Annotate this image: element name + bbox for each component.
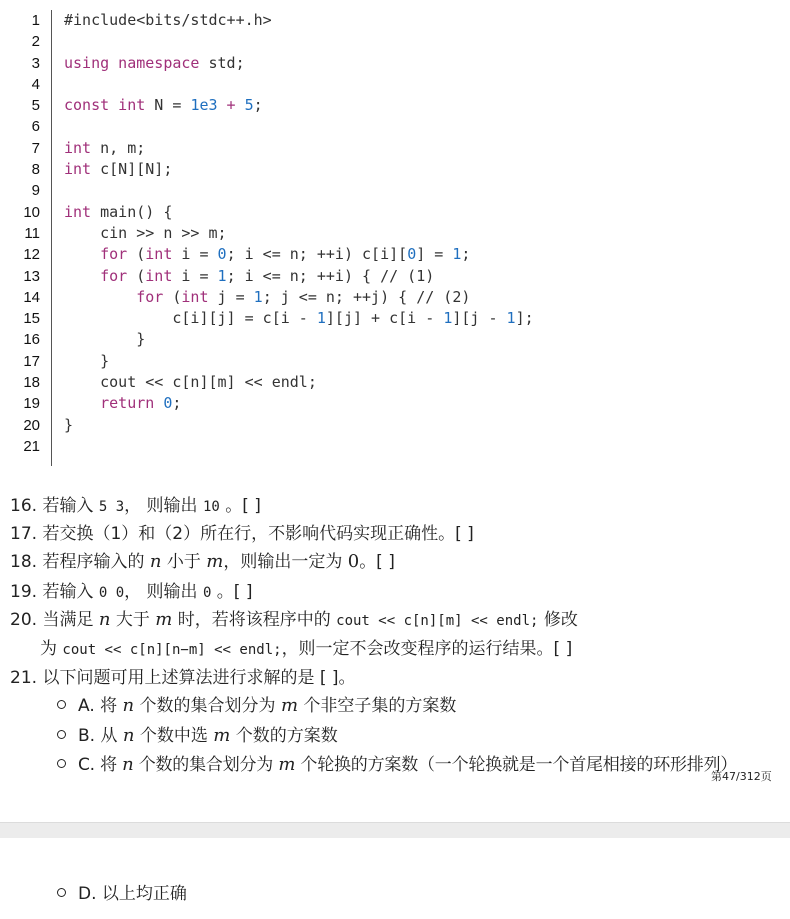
code-token: int [145, 266, 173, 285]
question-20-answer-blank: ，则一定不会改变程序的运行结果。[ ] [281, 639, 573, 659]
question-18-text-c: ，则输出一定为 [223, 552, 348, 572]
code-token: i = [172, 245, 218, 264]
option-d [57, 880, 187, 908]
code-line [0, 138, 790, 159]
code-token: ][j] + c[i - [325, 309, 444, 328]
code-token: c[N][N]; [91, 160, 173, 179]
question-21 [10, 664, 356, 692]
code-line [0, 159, 790, 180]
question-19-input-code: 0 0 [98, 585, 125, 601]
question-16 [10, 492, 261, 521]
code-block [0, 10, 790, 457]
code-text [64, 415, 73, 436]
code-token: + [217, 96, 245, 115]
code-token: 0 [163, 394, 173, 413]
question-20-continued [40, 635, 572, 664]
question-16-text-b: ， 则输出 [124, 496, 203, 516]
code-token: n, m; [91, 138, 146, 157]
line-number: 14 [23, 288, 40, 306]
code-text [64, 10, 272, 31]
line-number: 21 [23, 437, 40, 455]
code-token: 0 [407, 245, 417, 264]
line-number: 18 [23, 374, 40, 392]
code-line [0, 308, 790, 329]
code-line [0, 372, 790, 393]
code-token: c[i][j] = c[i - [64, 309, 317, 328]
code-token: 1 [452, 245, 462, 264]
code-text [64, 223, 227, 244]
math-n: n [122, 695, 135, 716]
code-token: cout << c[n][m] << endl; [64, 373, 317, 392]
option-b [57, 722, 338, 750]
question-20-code-modified: cout << c[n][n−m] << endl; [62, 642, 282, 658]
line-number: 4 [31, 75, 40, 93]
question-18-answer-blank: 。[ ] [359, 552, 395, 572]
line-number: 10 [23, 203, 40, 221]
code-token: ( [127, 245, 146, 264]
code-text [64, 202, 172, 223]
math-m: m [280, 695, 299, 716]
question-17-text: 17. 若交换（1）和（2）所在行，不影响代码实现正确性。[ ] [10, 524, 474, 544]
code-text [64, 351, 109, 372]
line-number: 5 [31, 97, 40, 115]
code-token: } [64, 330, 146, 349]
code-token: i = [172, 266, 218, 285]
code-token: int [64, 202, 92, 221]
code-text [64, 53, 245, 74]
option-a-text: A. 将 [78, 696, 123, 716]
line-number: 19 [23, 395, 40, 413]
bullet-icon [57, 759, 66, 768]
code-token: 1 [316, 309, 326, 328]
code-token: ( [163, 287, 182, 306]
bullet-icon [57, 730, 66, 739]
option-c-text-c: 个轮换的方案数（一个轮换就是一个首尾相接的环形排列） [295, 755, 738, 775]
code-line [0, 31, 790, 52]
code-token: ; j <= n; ++j) { // (2) [262, 287, 471, 306]
option-b-text-c: 个数的方案数 [230, 726, 338, 746]
code-token: 1 [443, 309, 453, 328]
code-token: int [181, 287, 209, 306]
code-line [0, 74, 790, 95]
question-17 [10, 520, 474, 548]
code-line [0, 223, 790, 244]
line-number: 12 [23, 246, 40, 264]
code-text [64, 372, 317, 393]
code-token: int [64, 138, 92, 157]
page-break-divider [0, 822, 790, 838]
code-line [0, 202, 790, 223]
code-text [64, 266, 434, 287]
line-number: 11 [24, 224, 40, 242]
question-20 [10, 606, 578, 635]
code-token: j = [208, 287, 254, 306]
question-19 [10, 578, 252, 607]
line-number: 13 [23, 267, 40, 285]
question-19-answer-blank: 。[ ] [211, 582, 253, 602]
option-c-text: C. 将 [78, 755, 123, 775]
code-token: ( [127, 266, 146, 285]
code-line [0, 180, 790, 201]
question-20-code-original: cout << c[n][m] << endl; [336, 613, 539, 629]
code-text [64, 244, 470, 265]
code-token: ; i <= n; ++i) c[i][ [226, 245, 408, 264]
code-token: ]; [515, 309, 534, 328]
code-line [0, 393, 790, 414]
code-token: for [64, 287, 164, 306]
code-token: 5 [244, 96, 254, 115]
code-line [0, 95, 790, 116]
code-token: ; i <= n; ++i) { // (1) [226, 266, 435, 285]
code-token: cin >> n >> m; [64, 223, 227, 242]
line-number: 3 [31, 54, 40, 72]
code-token: int [64, 160, 92, 179]
bullet-icon [57, 700, 66, 709]
code-token: ; [461, 245, 471, 264]
code-token: return [64, 394, 155, 413]
code-line [0, 351, 790, 372]
option-b-text-b: 个数中选 [134, 726, 214, 746]
code-line [0, 244, 790, 265]
code-line [0, 436, 790, 457]
line-number: 8 [31, 161, 40, 179]
math-zero: 0 [347, 551, 360, 572]
question-18-text: 18. 若程序输入的 [10, 552, 150, 572]
code-token: ; [172, 394, 182, 413]
code-token: for [64, 245, 128, 264]
math-n: n [98, 609, 111, 630]
page-number: 第47/312页 [711, 770, 772, 783]
option-a [57, 692, 456, 720]
question-16-answer-blank: 。[ ] [219, 496, 261, 516]
code-line [0, 415, 790, 436]
option-a-text-b: 个数的集合划分为 [134, 696, 281, 716]
line-number: 15 [23, 310, 40, 328]
math-m: m [206, 551, 224, 572]
code-text [64, 393, 181, 414]
code-token: for [64, 266, 128, 285]
math-m: m [278, 754, 296, 775]
bullet-icon [57, 888, 66, 897]
line-number: 9 [31, 182, 40, 200]
question-20-text-b: 大于 [110, 610, 156, 630]
code-token: 1 [506, 309, 516, 328]
code-token: ; [253, 96, 263, 115]
option-a-text-c: 个非空子集的方案数 [298, 696, 457, 716]
question-16-input-code: 5 3 [98, 499, 125, 515]
question-19-text-b: ， 则输出 [124, 582, 203, 602]
code-token: 1e3 [190, 96, 218, 115]
code-token: N = [145, 96, 191, 115]
question-19-output-code: 0 [202, 585, 212, 601]
code-text [64, 159, 172, 180]
math-m: m [213, 725, 231, 746]
code-token: #include<bits/stdc++.h> [64, 11, 272, 29]
option-c [57, 751, 737, 779]
code-token: const int [64, 96, 146, 115]
question-20-text: 20. 当满足 [10, 610, 99, 630]
math-n: n [122, 754, 134, 775]
question-18 [10, 548, 395, 576]
code-token: ][j - [452, 309, 507, 328]
code-line [0, 287, 790, 308]
code-token: main() { [91, 202, 173, 221]
code-token [154, 394, 163, 412]
code-text [64, 308, 534, 329]
question-21-text: 21. 以下问题可用上述算法进行求解的是 [ ]。 [10, 668, 356, 688]
math-m: m [155, 609, 173, 630]
code-text [64, 138, 145, 159]
question-20-text-d: 修改 [538, 610, 578, 630]
line-number: 17 [23, 352, 40, 370]
line-number: 20 [23, 416, 40, 434]
code-text [64, 95, 263, 116]
code-token: using namespace [64, 53, 200, 72]
code-token: } [64, 415, 74, 434]
code-line [0, 329, 790, 350]
code-line [0, 10, 790, 31]
option-c-text-b: 个数的集合划分为 [133, 755, 279, 775]
line-number: 7 [31, 139, 40, 157]
question-16-output-code: 10 [202, 499, 220, 515]
code-token: std; [199, 53, 245, 72]
code-token: int [145, 245, 173, 264]
code-text [64, 329, 145, 350]
question-18-text-b: 小于 [161, 552, 207, 572]
line-number: 6 [31, 118, 40, 136]
code-token: 1 [217, 266, 227, 285]
option-b-text: B. 从 [78, 726, 123, 746]
question-19-text: 19. 若输入 [10, 582, 99, 602]
code-line [0, 53, 790, 74]
code-token: 0 [217, 245, 227, 264]
code-line [0, 266, 790, 287]
code-token: 1 [253, 287, 263, 306]
code-token: } [64, 351, 110, 370]
question-20-text-e: 为 [40, 639, 63, 659]
question-20-text-c: 时，若将该程序中的 [172, 610, 337, 630]
code-line [0, 116, 790, 137]
code-token: ] = [416, 245, 453, 264]
line-number: 2 [31, 33, 40, 51]
math-n: n [122, 725, 135, 746]
code-text [64, 287, 470, 308]
line-number: 16 [23, 331, 40, 349]
math-n: n [149, 551, 162, 572]
question-16-text: 16. 若输入 [10, 496, 99, 516]
line-number: 1 [31, 12, 40, 29]
option-d-text: D. 以上均正确 [78, 884, 187, 904]
